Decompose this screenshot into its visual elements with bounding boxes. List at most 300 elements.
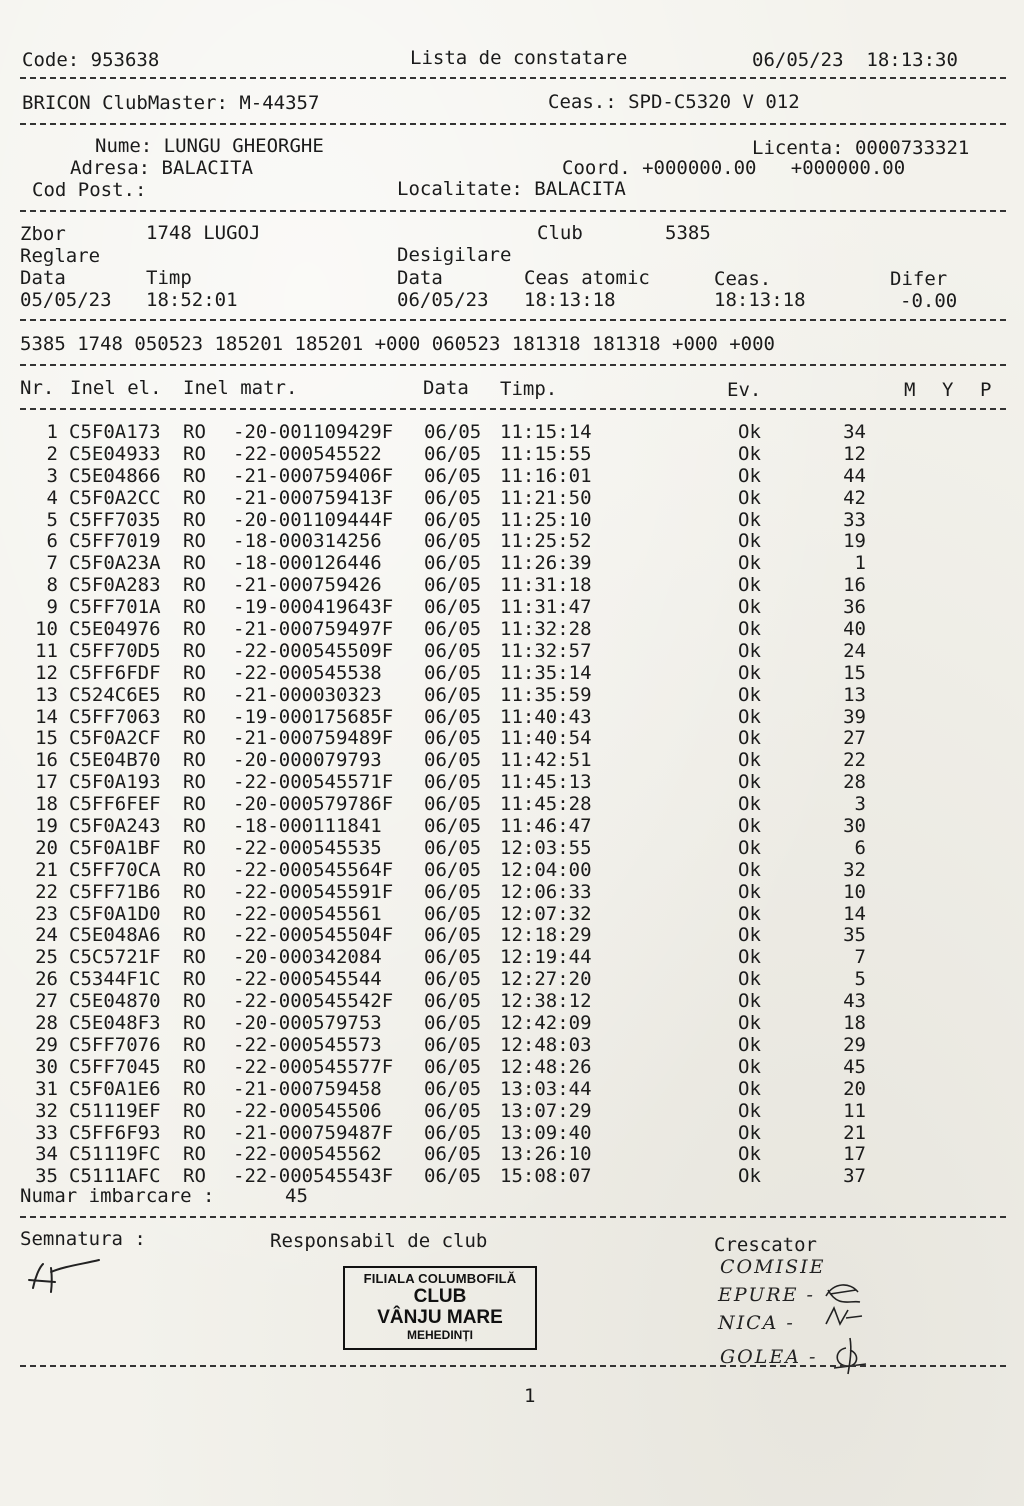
table-row: [0, 552, 1024, 574]
col-m: M: [904, 379, 916, 401]
row-number: 27: [35, 990, 58, 1013]
table-row: [0, 1165, 1024, 1187]
electronic-ring: C5F0A1BF: [69, 836, 161, 859]
m-value: 16: [843, 574, 866, 597]
row-number: 9: [46, 596, 58, 619]
event-status: Ok: [738, 683, 761, 706]
electronic-ring: C51119FC: [69, 1143, 161, 1166]
arrival-date: 06/05: [424, 683, 482, 706]
arrival-date: 06/05: [424, 1012, 482, 1035]
matriculation-ring: -22-000545561: [233, 902, 382, 925]
country-code: RO: [183, 749, 206, 772]
arrival-date: 06/05: [424, 486, 482, 509]
m-value: 12: [843, 442, 866, 465]
clock-time: 18:13:18: [714, 289, 806, 311]
report-datetime: 06/05/23 18:13:30: [752, 49, 958, 71]
arrival-date: 06/05: [424, 771, 482, 794]
arrival-time: 11:40:54: [500, 727, 592, 750]
electronic-ring: C5F0A1E6: [69, 1077, 161, 1100]
country-code: RO: [183, 771, 206, 794]
table-row: [0, 421, 1024, 443]
electronic-ring: C5FF70CA: [69, 858, 161, 881]
row-number: 33: [35, 1121, 58, 1144]
electronic-ring: C5FF7035: [69, 508, 161, 531]
table-row: [0, 859, 1024, 881]
m-value: 24: [843, 639, 866, 662]
m-value: 33: [843, 508, 866, 531]
row-number: 28: [35, 1012, 58, 1035]
matriculation-ring: -21-000759489F: [233, 727, 394, 750]
electronic-ring: C5E04976: [69, 618, 161, 641]
m-value: 6: [854, 836, 866, 859]
arrival-date: 06/05: [424, 727, 482, 750]
arrival-date: 06/05: [424, 858, 482, 881]
country-code: RO: [183, 880, 206, 903]
row-number: 26: [35, 968, 58, 991]
m-value: 43: [843, 990, 866, 1013]
event-status: Ok: [738, 486, 761, 509]
electronic-ring: C5F0A283: [69, 574, 161, 597]
matriculation-ring: -21-000759413F: [233, 486, 394, 509]
stamp-line: VÂNJU MARE: [377, 1307, 503, 1328]
event-status: Ok: [738, 990, 761, 1013]
arrival-time: 11:15:55: [500, 442, 592, 465]
table-row: [0, 465, 1024, 487]
country-code: RO: [183, 486, 206, 509]
country-code: RO: [183, 705, 206, 728]
row-number: 3: [46, 464, 58, 487]
matriculation-ring: -20-000079793: [233, 749, 382, 772]
event-status: Ok: [738, 1012, 761, 1035]
event-status: Ok: [738, 858, 761, 881]
desigilare-label: Desigilare: [397, 244, 512, 266]
reglare-date: 05/05/23: [20, 289, 112, 311]
arrival-time: 11:32:28: [500, 618, 592, 641]
country-code: RO: [183, 596, 206, 619]
row-number: 10: [35, 618, 58, 641]
arrival-date: 06/05: [424, 661, 482, 684]
row-number: 35: [35, 1165, 58, 1188]
arrival-time: 12:19:44: [500, 946, 592, 969]
divider: [20, 123, 1006, 125]
arrival-time: 12:18:29: [500, 924, 592, 947]
m-value: 32: [843, 858, 866, 881]
country-code: RO: [183, 946, 206, 969]
arrival-time: 11:42:51: [500, 749, 592, 772]
m-value: 20: [843, 1077, 866, 1100]
event-status: Ok: [738, 442, 761, 465]
difer-value: -0.00: [900, 290, 958, 312]
electronic-ring: C5E04870: [69, 990, 161, 1013]
row-number: 1: [46, 421, 58, 443]
divider: [20, 1216, 1006, 1218]
electronic-ring: C5F0A2CF: [69, 727, 161, 750]
zbor-value: 1748 LUGOJ: [146, 222, 261, 244]
matriculation-ring: -20-000579753: [233, 1012, 382, 1035]
arrival-date: 06/05: [424, 618, 482, 641]
row-number: 5: [46, 508, 58, 531]
country-code: RO: [183, 815, 206, 838]
arrival-date: 06/05: [424, 1033, 482, 1056]
table-row: [0, 1100, 1024, 1122]
page-number: 1: [524, 1385, 536, 1407]
arrival-time: 11:26:39: [500, 552, 592, 575]
event-status: Ok: [738, 618, 761, 641]
electronic-ring: C5F0A1D0: [69, 902, 161, 925]
arrival-time: 11:25:10: [500, 508, 592, 531]
code-line: 5385 1748 050523 185201 185201 +000 060523 181318 181318 +000 +000: [20, 333, 775, 355]
country-code: RO: [183, 421, 206, 443]
m-value: 28: [843, 771, 866, 794]
electronic-ring: C5FF701A: [69, 596, 161, 619]
matriculation-ring: -22-000545571F: [233, 771, 394, 794]
arrival-date: 06/05: [424, 552, 482, 575]
table-row: [0, 574, 1024, 596]
handwritten-initials: [820, 1278, 880, 1378]
arrival-date: 06/05: [424, 464, 482, 487]
row-number: 12: [35, 661, 58, 684]
stamp-line: FILIALA COLUMBOFILĂ: [363, 1271, 517, 1286]
ceas-atomic-label: Ceas atomic: [524, 267, 650, 289]
col-y: Y: [942, 379, 954, 401]
arrival-time: 11:32:57: [500, 639, 592, 662]
electronic-ring: C5FF70D5: [69, 639, 161, 662]
arrival-date: 06/05: [424, 442, 482, 465]
arrival-time: 11:25:52: [500, 530, 592, 553]
matriculation-ring: -22-000545562: [233, 1143, 382, 1166]
country-code: RO: [183, 990, 206, 1013]
reglare-data-label: Data: [20, 267, 66, 289]
row-number: 4: [46, 486, 58, 509]
owner-locality: Localitate: BALACITA: [397, 178, 626, 200]
electronic-ring: C5FF7063: [69, 705, 161, 728]
country-code: RO: [183, 1055, 206, 1078]
matriculation-ring: -21-000030323: [233, 683, 382, 706]
reglare-timp-label: Timp: [146, 267, 192, 289]
row-number: 19: [35, 815, 58, 838]
matriculation-ring: -22-000545564F: [233, 858, 394, 881]
m-value: 45: [843, 1055, 866, 1078]
imbarcare-value: 45: [285, 1185, 308, 1207]
row-number: 7: [46, 552, 58, 575]
electronic-ring: C5E048F3: [69, 1012, 161, 1035]
row-number: 34: [35, 1143, 58, 1166]
matriculation-ring: -21-000759406F: [233, 464, 394, 487]
electronic-ring: C5FF7045: [69, 1055, 161, 1078]
col-nr: Nr.: [20, 377, 55, 399]
arrival-date: 06/05: [424, 990, 482, 1013]
table-row: [0, 1034, 1024, 1056]
table-row: [0, 903, 1024, 925]
country-code: RO: [183, 727, 206, 750]
m-value: 27: [843, 727, 866, 750]
arrival-time: 11:45:13: [500, 771, 592, 794]
country-code: RO: [183, 1012, 206, 1035]
col-inel-matr: Inel matr.: [183, 377, 298, 399]
country-code: RO: [183, 836, 206, 859]
table-row: [0, 815, 1024, 837]
table-row: [0, 640, 1024, 662]
m-value: 1: [854, 552, 866, 575]
table-row: [0, 1143, 1024, 1165]
row-number: 20: [35, 836, 58, 859]
country-code: RO: [183, 858, 206, 881]
arrival-time: 12:48:03: [500, 1033, 592, 1056]
country-code: RO: [183, 1099, 206, 1122]
country-code: RO: [183, 639, 206, 662]
arrival-time: 12:07:32: [500, 902, 592, 925]
row-number: 13: [35, 683, 58, 706]
desigilare-data-label: Data: [397, 267, 443, 289]
table-row: [0, 509, 1024, 531]
m-value: 14: [843, 902, 866, 925]
electronic-ring: C5E04933: [69, 442, 161, 465]
country-code: RO: [183, 442, 206, 465]
arrival-date: 06/05: [424, 793, 482, 816]
stamp-line: MEHEDINȚI: [407, 1328, 473, 1342]
matriculation-ring: -20-000579786F: [233, 793, 394, 816]
event-status: Ok: [738, 530, 761, 553]
owner-address: Adresa: BALACITA: [70, 157, 254, 179]
country-code: RO: [183, 661, 206, 684]
crescator-label: Crescator: [714, 1234, 817, 1256]
event-status: Ok: [738, 815, 761, 838]
country-code: RO: [183, 902, 206, 925]
electronic-ring: C5F0A193: [69, 771, 161, 794]
arrival-time: 15:08:07: [500, 1165, 592, 1188]
arrival-time: 12:04:00: [500, 858, 592, 881]
event-status: Ok: [738, 880, 761, 903]
arrival-time: 13:07:29: [500, 1099, 592, 1122]
row-number: 31: [35, 1077, 58, 1100]
electronic-ring: C5344F1C: [69, 968, 161, 991]
event-status: Ok: [738, 1099, 761, 1122]
matriculation-ring: -22-000545573: [233, 1033, 382, 1056]
event-status: Ok: [738, 793, 761, 816]
country-code: RO: [183, 574, 206, 597]
owner-name: Nume: LUNGU GHEORGHE: [95, 135, 324, 157]
matriculation-ring: -22-000545577F: [233, 1055, 394, 1078]
arrival-date: 06/05: [424, 880, 482, 903]
divider: [20, 1365, 1006, 1367]
handwritten-note: EPURE -: [718, 1284, 815, 1306]
event-status: Ok: [738, 749, 761, 772]
table-row: [0, 487, 1024, 509]
m-value: 5: [854, 968, 866, 991]
m-value: 21: [843, 1121, 866, 1144]
electronic-ring: C5111AFC: [69, 1165, 161, 1188]
country-code: RO: [183, 793, 206, 816]
table-row: [0, 706, 1024, 728]
arrival-date: 06/05: [424, 815, 482, 838]
arrival-date: 06/05: [424, 902, 482, 925]
owner-license: Licenta: 0000733321: [752, 137, 970, 159]
m-value: 29: [843, 1033, 866, 1056]
ceas-label: Ceas.: [714, 268, 772, 290]
arrival-date: 06/05: [424, 639, 482, 662]
country-code: RO: [183, 464, 206, 487]
electronic-ring: C5FF6F93: [69, 1121, 161, 1144]
country-code: RO: [183, 1077, 206, 1100]
event-status: Ok: [738, 1077, 761, 1100]
matriculation-ring: -22-000545543F: [233, 1165, 394, 1188]
row-number: 29: [35, 1033, 58, 1056]
arrival-date: 06/05: [424, 705, 482, 728]
event-status: Ok: [738, 508, 761, 531]
col-p: P: [980, 379, 992, 401]
matriculation-ring: -22-000545538: [233, 661, 382, 684]
m-value: 22: [843, 749, 866, 772]
pigeon-arrival-table: [0, 421, 1024, 1187]
m-value: 18: [843, 1012, 866, 1035]
m-value: 42: [843, 486, 866, 509]
m-value: 19: [843, 530, 866, 553]
arrival-time: 13:26:10: [500, 1143, 592, 1166]
arrival-date: 06/05: [424, 530, 482, 553]
reglare-time: 18:52:01: [146, 289, 238, 311]
table-row: [0, 749, 1024, 771]
row-number: 17: [35, 771, 58, 794]
table-row: [0, 727, 1024, 749]
event-status: Ok: [738, 1055, 761, 1078]
divider: [20, 319, 1006, 321]
table-row: [0, 1012, 1024, 1034]
event-status: Ok: [738, 1165, 761, 1188]
event-status: Ok: [738, 968, 761, 991]
arrival-date: 06/05: [424, 968, 482, 991]
table-row: [0, 684, 1024, 706]
table-row: [0, 837, 1024, 859]
table-row: [0, 793, 1024, 815]
arrival-date: 06/05: [424, 1143, 482, 1166]
m-value: 35: [843, 924, 866, 947]
clock-id: Ceas.: SPD-C5320 V 012: [548, 91, 800, 113]
row-number: 21: [35, 858, 58, 881]
reglare-label: Reglare: [20, 245, 101, 267]
m-value: 39: [843, 705, 866, 728]
arrival-time: 11:16:01: [500, 464, 592, 487]
divider: [20, 210, 1006, 212]
event-status: Ok: [738, 639, 761, 662]
row-number: 11: [35, 639, 58, 662]
row-number: 15: [35, 727, 58, 750]
m-value: 10: [843, 880, 866, 903]
table-row: [0, 596, 1024, 618]
m-value: 11: [843, 1099, 866, 1122]
matriculation-ring: -19-000175685F: [233, 705, 394, 728]
matriculation-ring: -22-000545504F: [233, 924, 394, 947]
row-number: 14: [35, 705, 58, 728]
row-number: 25: [35, 946, 58, 969]
row-number: 18: [35, 793, 58, 816]
handwritten-note: COMISIE: [720, 1256, 826, 1278]
table-row: [0, 924, 1024, 946]
m-value: 44: [843, 464, 866, 487]
matriculation-ring: -18-000314256: [233, 530, 382, 553]
country-code: RO: [183, 968, 206, 991]
table-row: [0, 443, 1024, 465]
matriculation-ring: -22-000545542F: [233, 990, 394, 1013]
electronic-ring: C51119EF: [69, 1099, 161, 1122]
row-number: 32: [35, 1099, 58, 1122]
country-code: RO: [183, 1033, 206, 1056]
row-number: 2: [46, 442, 58, 465]
event-status: Ok: [738, 1143, 761, 1166]
arrival-time: 11:31:18: [500, 574, 592, 597]
event-status: Ok: [738, 421, 761, 443]
electronic-ring: C5FF7076: [69, 1033, 161, 1056]
arrival-date: 06/05: [424, 1121, 482, 1144]
row-number: 6: [46, 530, 58, 553]
arrival-time: 12:38:12: [500, 990, 592, 1013]
country-code: RO: [183, 924, 206, 947]
arrival-date: 06/05: [424, 836, 482, 859]
atomic-time: 18:13:18: [524, 289, 616, 311]
electronic-ring: C5FF6FEF: [69, 793, 161, 816]
m-value: 13: [843, 683, 866, 706]
arrival-date: 06/05: [424, 1165, 482, 1188]
arrival-date: 06/05: [424, 1099, 482, 1122]
electronic-ring: C524C6E5: [69, 683, 161, 706]
m-value: 3: [854, 793, 866, 816]
event-status: Ok: [738, 1121, 761, 1144]
event-status: Ok: [738, 946, 761, 969]
electronic-ring: C5FF71B6: [69, 880, 161, 903]
country-code: RO: [183, 508, 206, 531]
matriculation-ring: -22-000545509F: [233, 639, 394, 662]
electronic-ring: C5E04B70: [69, 749, 161, 772]
country-code: RO: [183, 683, 206, 706]
arrival-time: 11:15:14: [500, 421, 592, 443]
matriculation-ring: -22-000545544: [233, 968, 382, 991]
report-title: Lista de constatare: [410, 47, 628, 69]
arrival-time: 11:35:59: [500, 683, 592, 706]
arrival-time: 11:31:47: [500, 596, 592, 619]
matriculation-ring: -21-000759426: [233, 574, 382, 597]
table-row: [0, 1056, 1024, 1078]
divider: [20, 408, 1006, 410]
table-row: [0, 1122, 1024, 1144]
country-code: RO: [183, 1121, 206, 1144]
arrival-date: 06/05: [424, 508, 482, 531]
table-row: [0, 771, 1024, 793]
divider: [20, 77, 1006, 79]
arrival-time: 11:35:14: [500, 661, 592, 684]
electronic-ring: C5F0A243: [69, 815, 161, 838]
desigilare-date: 06/05/23: [397, 289, 489, 311]
electronic-ring: C5FF7019: [69, 530, 161, 553]
owner-postcode: Cod Post.:: [32, 179, 147, 201]
arrival-time: 12:48:26: [500, 1055, 592, 1078]
matriculation-ring: -21-000759497F: [233, 618, 394, 641]
row-number: 30: [35, 1055, 58, 1078]
handwritten-note: GOLEA -: [720, 1346, 818, 1368]
arrival-date: 06/05: [424, 946, 482, 969]
arrival-time: 11:40:43: [500, 705, 592, 728]
arrival-date: 06/05: [424, 1077, 482, 1100]
matriculation-ring: -22-000545591F: [233, 880, 394, 903]
matriculation-ring: -20-001109444F: [233, 508, 394, 531]
matriculation-ring: -18-000126446: [233, 552, 382, 575]
matriculation-ring: -18-000111841: [233, 815, 382, 838]
m-value: 17: [843, 1143, 866, 1166]
event-status: Ok: [738, 661, 761, 684]
arrival-time: 11:46:47: [500, 815, 592, 838]
m-value: 30: [843, 815, 866, 838]
matriculation-ring: -20-001109429F: [233, 421, 394, 443]
divider: [20, 364, 1006, 366]
matriculation-ring: -22-000545522: [233, 442, 382, 465]
